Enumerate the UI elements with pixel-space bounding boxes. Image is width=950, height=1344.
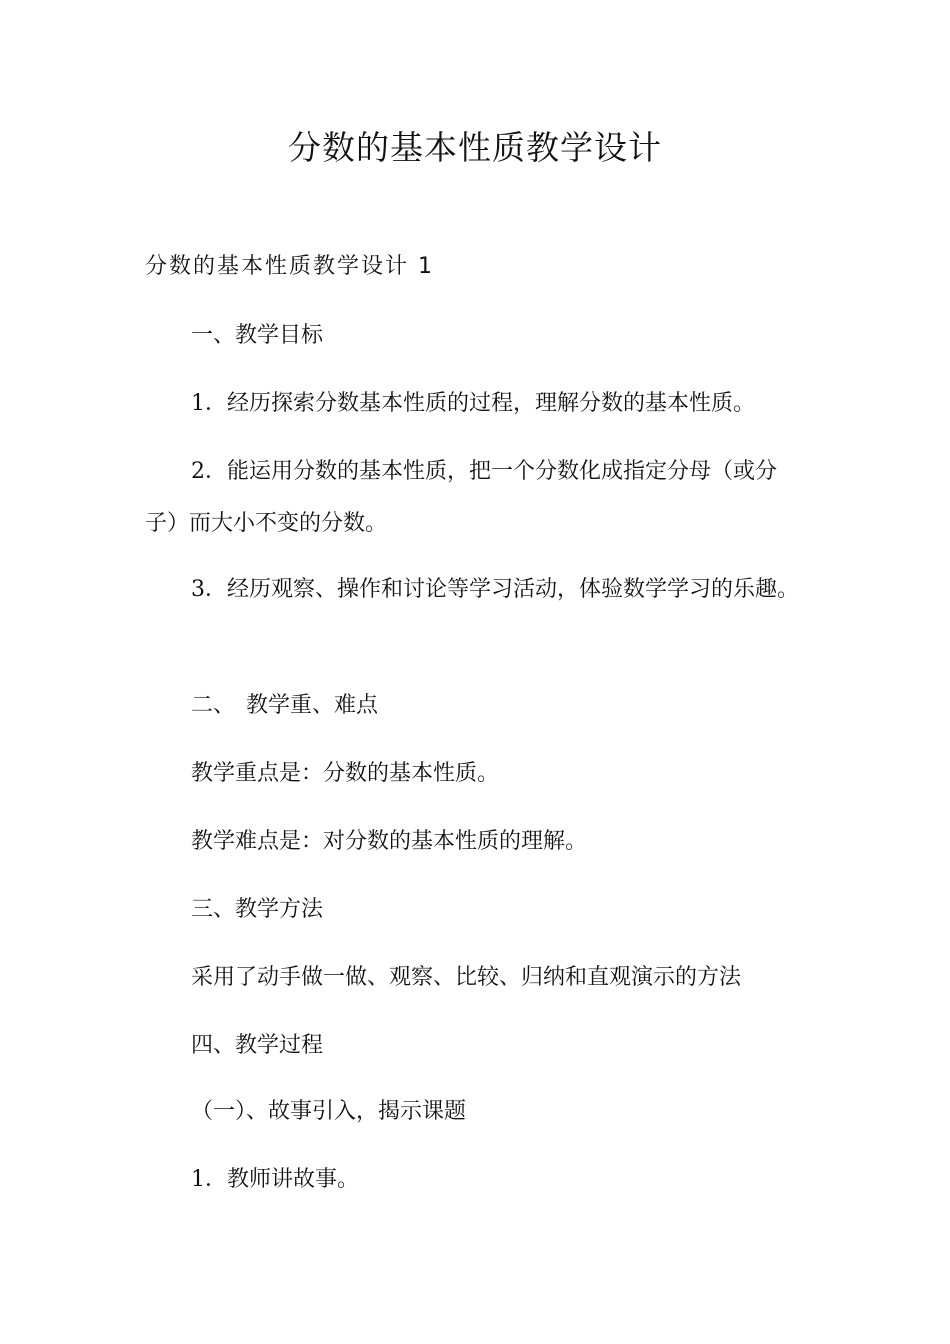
paragraph-keypoints-heading: 二、 教学重、难点: [191, 693, 379, 718]
document-title: 分数的基本性质教学设计: [288, 128, 662, 167]
paragraph-process-heading: 四、教学过程: [191, 1033, 324, 1058]
paragraph-objective-2: 2．能运用分数的基本性质，把一个分数化成指定分母（或分子）而大小不变的分数。: [145, 459, 777, 536]
paragraph-methods: 采用了动手做一做、观察、比较、归纳和直观演示的方法: [191, 965, 742, 990]
paragraph-objective-3: 3．经历观察、操作和讨论等学习活动，体验数学学习的乐趣。: [191, 577, 799, 602]
paragraph-methods-heading: 三、教学方法: [191, 897, 324, 922]
paragraph-objective-1: 1．经历探索分数基本性质的过程，理解分数的基本性质。: [191, 391, 755, 416]
paragraph-difficulty: 教学难点是：对分数的基本性质的理解。: [191, 829, 588, 854]
paragraph-keypoint: 教学重点是：分数的基本性质。: [191, 761, 500, 786]
section-heading: 分数的基本性质教学设计 1: [145, 254, 434, 279]
paragraph-step-1: 1．教师讲故事。: [191, 1167, 359, 1192]
paragraph-objectives-heading: 一、教学目标: [191, 323, 324, 348]
paragraph-step-heading: （一）、故事引入，揭示课题: [191, 1099, 467, 1124]
